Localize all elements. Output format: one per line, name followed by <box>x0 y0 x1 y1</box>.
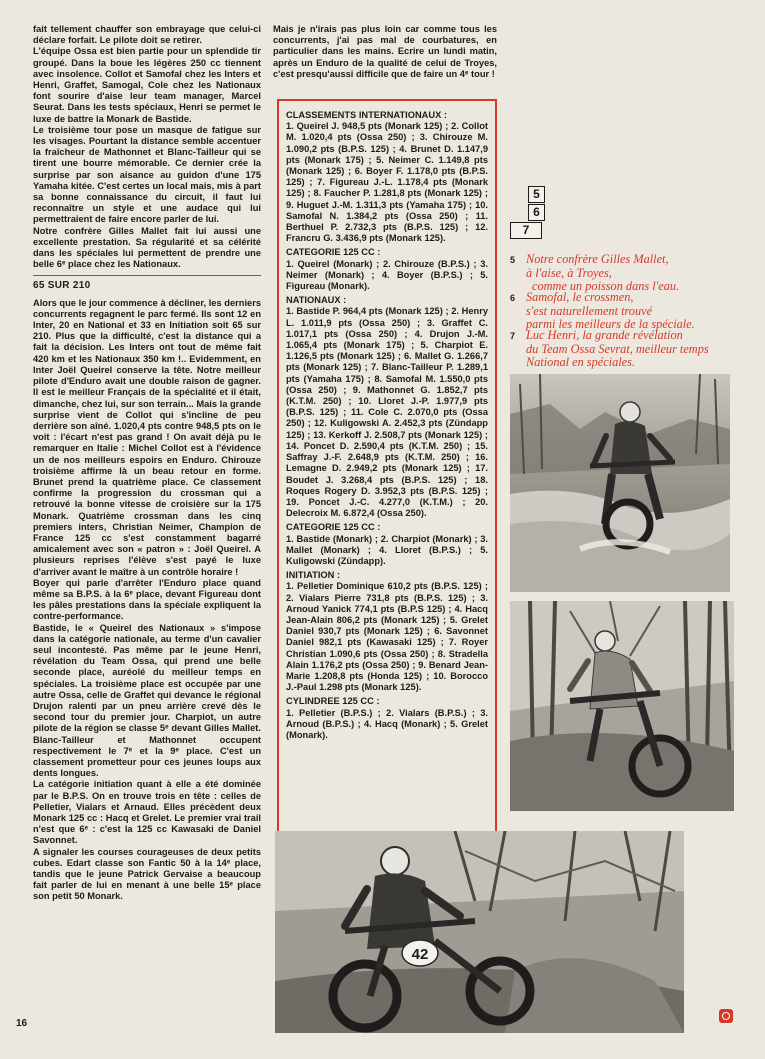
results-list: 1. Queirel (Monark) ; 2. Chirouze (B.P.S.) ; 3. Neimer (Monark) ; 4. Boyer (B.P.S.) ; 5. Figureau (Monark). <box>286 258 488 292</box>
results-heading: NATIONAUX : <box>286 295 347 306</box>
article-paragraph: fait tellement chauffer son embrayage que celui-ci déclare forfait. Le pilote doit se retirer. <box>33 24 261 46</box>
photo-number-6: 6 <box>528 204 545 221</box>
article-paragraph: Notre confrère Gilles Mallet fait lui aussi une excellente prestation. Sa régularité et sa célérité dans les spéciales lui permettent de prendre une belle 6ᵉ place chez les Nationaux. <box>33 225 261 270</box>
photo-5-rider-puddle <box>510 374 730 592</box>
caption-7: 7 Luc Henri, la grande révélation du Team Ossa Sevrat, meilleur temps National en spéciales. <box>510 328 709 369</box>
left-column <box>33 24 261 1059</box>
caption-6: 6 Samofal, le crossmen, s'est naturellement trouvé parmi les meilleurs de la spéciale. <box>510 290 695 331</box>
photo-number-5: 5 <box>528 186 545 203</box>
middle-intro <box>273 24 497 96</box>
results-list: 1. Queirel J. 948,5 pts (Monark 125) ; 2. Collot M. 1.020,4 pts (Ossa 250) ; 3. Chirouze M. 1.090,2 pts (B.P.S. 125) ; 4. Brunet D. 1.147,9 pts (Monark 175) ; 5. Neimer C. 1.149,8 pts (Monark 125) ; 6. Boyer F. 1.178,0 pts (B.P.S. 125) ; 7. Figureau J.-L. 1.178,4 pts (Monark 125) ; 8. Faucher P. 1.281,8 pts (Monark 125) ; 9. Huguet J.-M. 1.311,3 pts (Yamaha 175) ; 10. Samofal N. 1.384,2 pts (Ossa 250) ; 11. Berthuel P. 2.732,3 pts (B.P.S. 125) ; 12. Francru G. 3.436,9 pts (Monark 125). <box>286 121 488 244</box>
article-paragraph: L'équipe Ossa est bien partie pour un splendide tir groupé. Dans la boue les légères 250 cc tiennent avec insolence. Collot et Samofal chez les Inters et Henri, Graffet, Samogal, Cole chez les Nationaux font sourire d'aise leur team manager, Marcel Seurat. Dans les tests spéciaux, Henri se permet le luxe de battre la Monark de Bastide. <box>33 46 261 124</box>
article-paragraph: Alors que le jour commence à décliner, les derniers concurrents regagnent le parc fermé. Ils sont 12 en Inter, 20 en National et 33 en Initiation soit 65 sur 210. Plus que la difficulté, c'est la distance qui a fait la décision. Les Inters ont tout de même fait 420 km et les Nationaux 350 km !.. Evidemment, en Inter Joël Queirel conserve la tête. Notre meilleur pilote d'Enduro avait une double raison de gagner. Il est le meilleur Français de la spécialité et il était, dimanche, chez lui, sur son terrain... Mais la grande surprise vient de Collot qui s'incline de peu derrière son aîné. 1.020,4 pts contre 948,5 pts on le voit : l'écart n'est pas grand ! On avait déjà pu le remarquer en Italie : Michel Collot est à l'évidence un de nos meilleurs espoirs en Enduro. Chirouze troisième affirme là un beau retour en forme. Brunet prend la quatrième place. Ce classement confirme la progression du crossman qui a retrouvé la bonne vitesse de croisière sur la 175 Monark. Quatrième crossman dans les cinq premiers inters, Christian Neimer, Champion de France 125 cc s'est constamment bagarré amicalement avec son « patron » : Joël Queirel. A plusieurs reprises l'élève s'est payé le luxe d'arriver avant le maître à un contrôle horaire ! <box>33 297 261 577</box>
results-heading: CYLINDREE 125 CC : <box>286 696 380 707</box>
article-paragraph: Mais je n'irais pas plus loin car comme tous les concurrents, j'ai pas mal de courbatures, en particulier dans les mains. Ecrire un lundi matin, après un Enduro de la qualité de celui de Troyes, c'est presqu'aussi difficile que de faire un 4ᵉ tour ! <box>273 24 497 79</box>
results-heading: CATEGORIE 125 CC : <box>286 247 381 258</box>
photo-number-7: 7 <box>510 222 542 239</box>
results-heading: INITIATION : <box>286 570 341 581</box>
magazine-logo-icon <box>719 1009 733 1023</box>
rider-number: 42 <box>411 946 429 963</box>
results-heading: CATEGORIE 125 CC : <box>286 522 381 533</box>
photo-7-rider-42 <box>275 831 684 1033</box>
article-paragraph: Le troisième tour pose un masque de fatigue sur les visages. Pourtant la distance semble accentuer la fraîcheur de Mathonnet et Blanc-Tailleur qui se tirent une bourre mémorable. Ce dernier crée la surprise par son aisance au guidon d'une 175 Yamaha kitée. C'est certes un local mais, mis à part sa bonne connaissance du circuit, il faut lui reconnaître un style et une audace qui lui permettraient de faire encore parler de lui. <box>33 124 261 225</box>
section-heading: 65 SUR 210 <box>33 275 261 291</box>
results-heading: CLASSEMENTS INTERNATIONAUX : <box>286 110 447 120</box>
results-list: 1. Bastide P. 964,4 pts (Monark 125) ; 2. Henry L. 1.011,9 pts (Ossa 250) ; 3. Graffet C. 1.017,1 pts (Ossa 250) ; 4. Drujon J.-M. 1.065,4 pts (Monark 175) ; 5. Charpiot E. 1.126,5 pts (Monark 125) ; 6. Mallet G. 1.266,7 pts (Monark 125) ; 7. Blanc-Tailleur P. 1.289,1 pts (Yamaha 175) ; 8. Samofal M. 1.550,0 pts (Ossa 250) ; 9. Mathonnet G. 1.852,7 pts (K.T.M. 250) ; 10. Lloret J.-P. 1.977,9 pts (B.P.S. 125) ; 11. Cole C. 2.070,0 pts (Ossa 250) ; 12. Kuligowski A. 2.452,3 pts (Zündapp 125) ; 13. Kerkoff J. 2.508,7 pts (Monark 125) ; 14. Poncet D. 2.590,4 pts (K.T.M. 250) ; 15. Saffray J.-F. 2.648,9 pts (K.T.M. 250) ; 16. Lemagne D. 2.949,2 pts (Monark 125) ; 17. Boudet J. 3.268,4 pts (B.P.S. 125) ; 18. Roques Rogery D. 3.952,3 pts (B.P.S. 125) ; 19. Poncet J.-C. 4.277,0 (K.T.M.) ; 20. Delecroix M. 6.872,4 (Ossa 250). <box>286 306 488 519</box>
page-number: 16 <box>16 1018 28 1029</box>
caption-5: 5 Notre confrère Gilles Mallet, à l'aise, à Troyes, comme un poisson dans l'eau. <box>510 252 680 293</box>
article-paragraph: A signaler les courses courageuses de deux petits cubes. Edart classe son Fantic 50 à la 14ᵉ place, tandis que le jeune Patrick Gervaise a beaucoup fait parler de lui en menant à une belle 15ᵉ place son petit 50 Monark. <box>33 846 261 902</box>
article-paragraph: Bastide, le « Queirel des Nationaux » s'impose dans la catégorie nationale, au terme d'un cavalier seul incontesté. Pas même par le jeune Henri, révélation du Team Ossa, qui prend une belle seconde place, auréolé du meilleur temps en spéciales. La troisième place est occupée par une autre Ossa, celle de Graffet qui devance le régional Drujon ralenti par un pneu arrière crevé dès le second tour du premier jour. Charpiot, un autre pilote de la région se classe 5ᵉ devant Gilles Mallet. Blanc-Tailleur et Mathonnet occupent respectivement le 7ᵉ et la 9ᵉ place. C'est un classement prometteur pour ces jeunes loups aux dents longues. <box>33 622 261 779</box>
article-paragraph: La catégorie initiation quant à elle a été dominée par le B.P.S. On en trouve trois en tête : celles de Pelletier, Vialars et Arnaud. Elles précèdent deux Monark 125 cc : Hacq et Grelet. Le premier vrai trail n'est que 6ᵉ : c'est la 125 cc Kawasaki de Daniel Savonnet. <box>33 779 261 846</box>
results-list: 1. Bastide (Monark) ; 2. Charpiot (Monark) ; 3. Mallet (Monark) ; 4. Lloret (B.P.S.) ; 5. Kuligowski (Zündapp). <box>286 533 488 566</box>
results-list: 1. Pelletier (B.P.S.) ; 2. Vialars (B.P.S.) ; 3. Arnoud (B.P.S.) ; 4. Hacq (Monark) ; 5. Grelet (Monark). <box>286 707 488 740</box>
rider-forest-image <box>510 601 734 811</box>
rider-puddle-image <box>510 374 730 592</box>
photo-6-rider-forest <box>510 601 734 811</box>
rider-42-image <box>275 831 684 1033</box>
results-list: 1. Pelletier Dominique 610,2 pts (B.P.S. 125) ; 2. Vialars Pierre 731,8 pts (B.P.S. 125) ; 3. Arnoud Yanick 774,1 pts (B.P.S 125) ; 4. Hacq Jean-Alain 806,2 pts (Monark 125) ; 5. Grelet Daniel 930,7 pts (Monark 125) ; 6. Savonnet Daniel 982,1 pts (Kawasaki 125) ; 7. Royer Christian 1.090,6 pts (Ossa 250) ; 8. Stradella Alain 1.176,2 pts (Ossa 250) ; 9. Benard Jean-Marie 1.208,8 pts (Honda 125) ; 10. Borocco J.-Paul 1.298 pts (Monark 125). <box>286 581 488 693</box>
article-paragraph: Boyer qui parle d'arrêter l'Enduro place quand même sa B.P.S. à la 6ᵉ place, devant Figureau dont les pâles prestations dans la spéciale expliquent la contre-performance. <box>33 577 261 622</box>
results-box <box>277 99 497 834</box>
